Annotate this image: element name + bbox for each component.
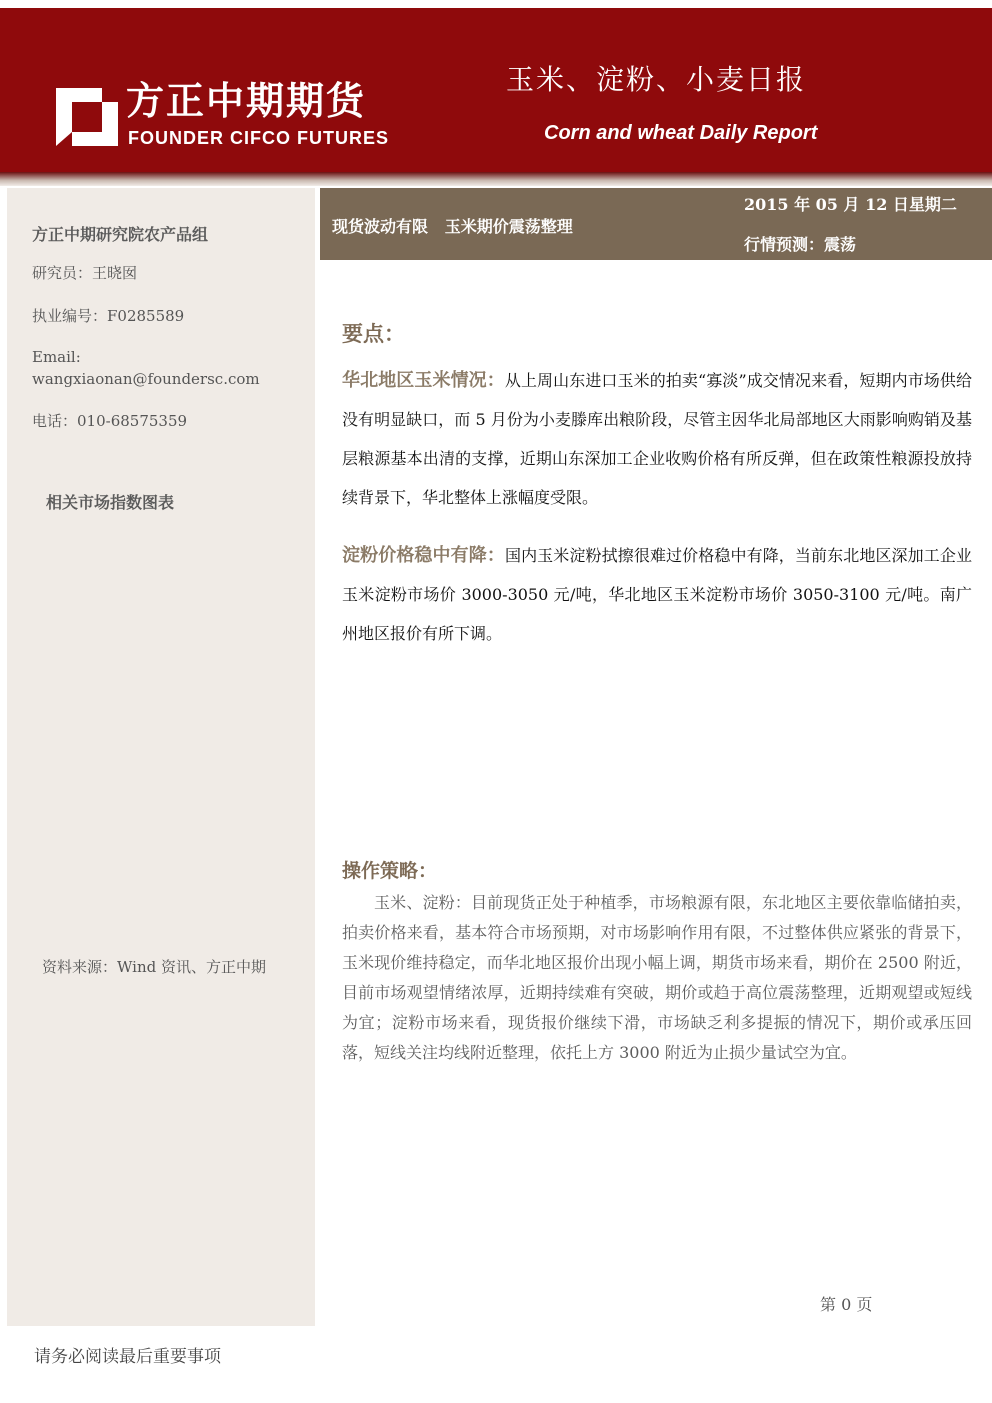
report-date: 2015 年 05 月 12 日星期二 — [744, 195, 957, 214]
page-number: 第 0 页 — [820, 1295, 873, 1314]
report-title-en: Corn and wheat Daily Report — [544, 122, 818, 144]
paragraph-lead: 淀粉价格稳中有降： — [342, 545, 505, 566]
header-divider — [0, 172, 992, 186]
company-name-cn: 方正中期期货 — [126, 79, 367, 123]
founder-logo-icon — [56, 88, 118, 146]
paragraph-lead: 华北地区玉米情况： — [342, 370, 505, 391]
license-number: 执业编号：F0285589 — [32, 307, 185, 325]
report-title-cn: 玉米、淀粉、小麦日报 — [506, 63, 807, 96]
strategy-paragraph: 玉米、淀粉：目前现货正处于种植季，市场粮源有限，东北地区主要依靠临储拍卖，拍卖价格来看，基本符合市场预期，对市场影响作用有限，不过整体供应紧张的背景下，玉米现价维持稳定，而华北地区报价出现小幅上调，期货市场来看，期价在 2500 附近，目前市场观望情绪浓厚，近期持续难有突破，期价或趋于高位震荡整理，近期观望或短线为宜；淀粉市场来看，现货报价继续下滑，市场缺乏利多提振的情况下，期价或承压回落，短线关注均线附近整理，依托上方 3000 附近为止损少量试空为宜。 — [342, 893, 972, 1062]
paragraph-text: 国内玉米淀粉拭擦很难过价格稳中有降，当前东北地区深加工企业玉米淀粉市场价 3000-3050 元/吨，华北地区玉米淀粉市场价 3050-3100 元/吨。南广州地区报价有所下调。 — [342, 546, 972, 643]
research-group: 方正中期研究院农产品组 — [32, 225, 209, 244]
starch-price-paragraph — [342, 536, 972, 653]
email-address[interactable]: wangxiaonan@foundersc.com — [32, 370, 260, 388]
email-label: Email: — [32, 348, 81, 366]
chart-section-heading: 相关市场指数图表 — [46, 493, 175, 512]
disclaimer-notice: 请务必阅读最后重要事项 — [34, 1347, 221, 1367]
headline: 现货波动有限 玉米期价震荡整理 — [332, 217, 573, 236]
data-source: 资料来源：Wind 资讯、方正中期 — [42, 958, 266, 976]
market-forecast: 行情预测：震荡 — [744, 235, 857, 254]
key-points-heading: 要点： — [342, 322, 405, 346]
strategy-heading: 操作策略： — [342, 860, 438, 882]
researcher-name: 研究员：王晓囡 — [32, 264, 138, 282]
company-name-en: FOUNDER CIFCO FUTURES — [128, 128, 389, 148]
north-china-corn-paragraph — [342, 361, 972, 517]
phone-number: 电话：010-68575359 — [32, 412, 188, 430]
paragraph-text: 从上周山东进口玉米的拍卖“寡淡”成交情况来看，短期内市场供给没有明显缺口，而 5 月份为小麦滕库出粮阶段，尽管主因华北局部地区大雨影响购销及基层粮源基本出清的支撑，近期山东深加工企业收购价格有所反弹，但在政策性粮源投放持续背景下，华北整体上涨幅度受限。 — [342, 371, 972, 507]
